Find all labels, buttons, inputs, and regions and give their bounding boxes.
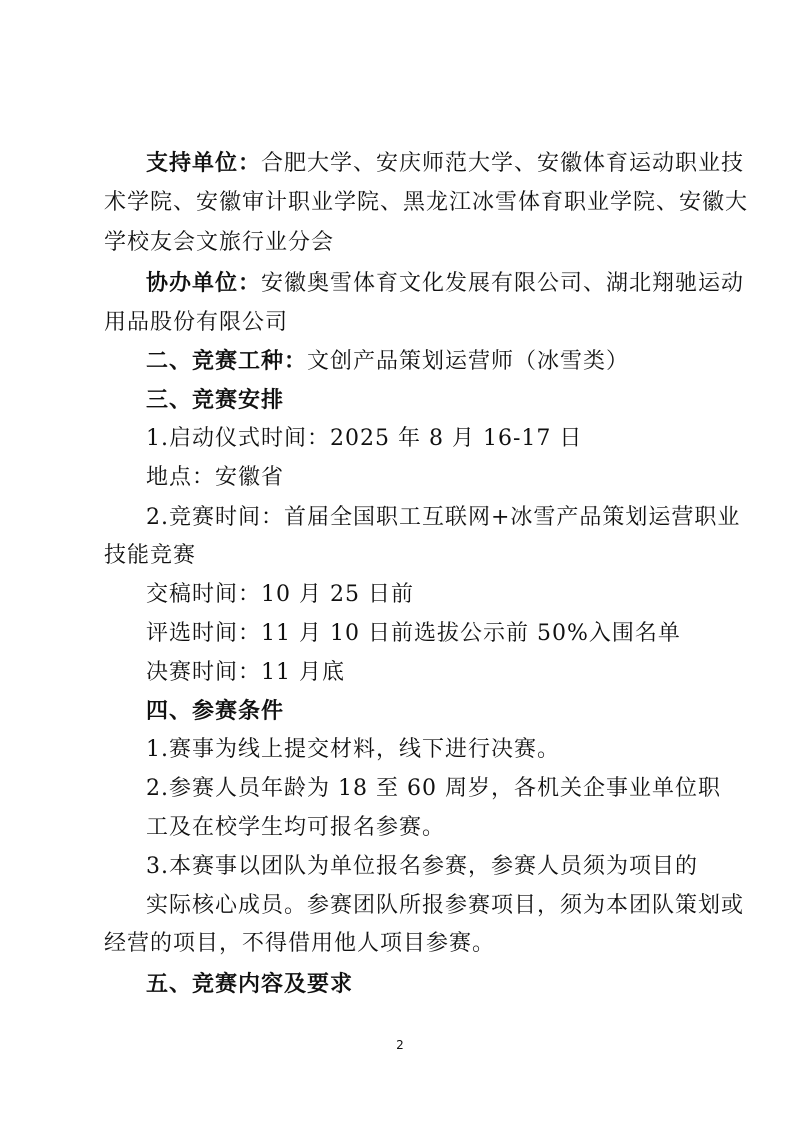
section-4-item-3-line-2: 实际核心成员。参赛团队所报参赛项目，须为本团队策划或 xyxy=(146,893,745,918)
section-2-line xyxy=(146,346,746,377)
section-4-item-2-line-1: 2.参赛人员年龄为 18 至 60 周岁，各机关企事业单位职 xyxy=(146,776,721,801)
section-3-location: 地点：安徽省 xyxy=(146,465,285,490)
section-3-final-time: 决赛时间：11 月底 xyxy=(146,660,345,685)
support-units-text: 合肥大学、安庆师范大学、安徽体育运动职业技 xyxy=(261,151,745,176)
section-3-item-2-line-2: 技能竞赛 xyxy=(104,543,197,568)
coorganizer-label: 协办单位： xyxy=(146,270,262,296)
coorganizer-line-1 xyxy=(146,268,746,299)
coorganizer-line-2: 用品股份有限公司 xyxy=(104,310,289,335)
support-units-label: 支持单位： xyxy=(146,150,262,176)
section-4-item-3-line-3: 经营的项目，不得借用他人项目参赛。 xyxy=(104,931,496,956)
section-4-item-3-line-1: 3.本赛事以团队为单位报名参赛，参赛人员须为项目的 xyxy=(146,854,698,879)
section-3-selection-time: 评选时间：11 月 10 日前选拔公示前 50%入围名单 xyxy=(146,621,681,646)
support-units-line-2: 术学院、安徽审计职业学院、黑龙江冰雪体育职业学院、安徽大 xyxy=(104,190,749,215)
section-2-heading: 二、竞赛工种： xyxy=(146,348,308,374)
page-number: 2 xyxy=(396,1038,404,1052)
section-4-item-1: 1.赛事为线上提交材料，线下进行决赛。 xyxy=(146,737,560,762)
section-3-item-1: 1.启动仪式时间：2025 年 8 月 16-17 日 xyxy=(146,426,583,451)
section-4-item-2-line-2: 工及在校学生均可报名参赛。 xyxy=(146,815,446,840)
section-3-heading: 三、竞赛安排 xyxy=(146,387,285,413)
section-5-heading: 五、竞赛内容及要求 xyxy=(146,971,354,997)
section-3-submit-time: 交稿时间：10 月 25 日前 xyxy=(146,582,414,607)
support-units-line-1 xyxy=(146,148,746,179)
coorganizer-text: 安徽奥雪体育文化发展有限公司、湖北翔驰运动 xyxy=(261,271,745,296)
section-2-text: 文创产品策划运营师（冰雪类） xyxy=(307,349,630,374)
support-units-line-3: 学校友会文旅行业分会 xyxy=(104,230,335,255)
section-4-heading: 四、参赛条件 xyxy=(146,698,285,724)
section-3-item-2-line-1: 2.竞赛时间：首届全国职工互联网+冰雪产品策划运营职业 xyxy=(146,505,741,530)
